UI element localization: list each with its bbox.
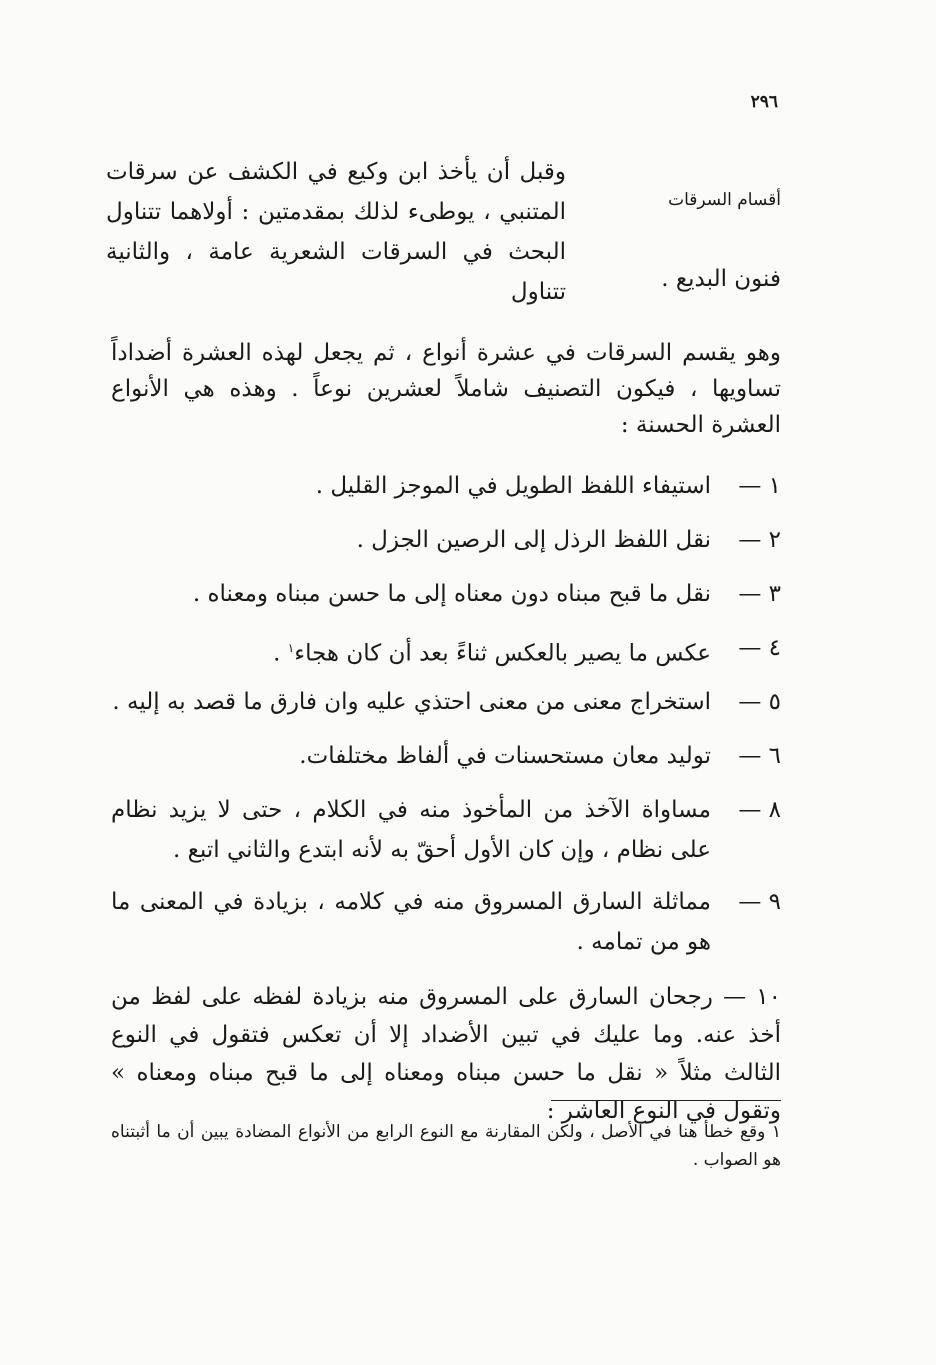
body-paragraph: وهو يقسم السرقات في عشرة أنواع ، ثم يجعل لهذه العشرة أضداداً تساويها ، فيكون التصنيف شاملاً لعشرين نوعاً . وهذه هي الأنواع العشرة الحسنة : — [111, 340, 781, 438]
list-item-punctuation: . — [273, 640, 288, 667]
list-item-text: عكس ما يصير بالعكس ثناءً بعد أن كان هجاء — [294, 640, 711, 667]
list-item-number: ٨ — — [738, 797, 781, 823]
list-item-text: استخراج معنى من معنى احتذي عليه وان فارق ما قصد به إليه . — [112, 689, 711, 715]
list-item — [111, 628, 781, 674]
list-item-text: توليد معان مستحسنات في ألفاظ مختلفات. — [299, 743, 711, 769]
closing-paragraph: ١٠ — رجحان السارق على المسروق منه بزيادة لفظه على لفظ من أخذ عنه. وما عليك في تبين الأضداد إلا أن تعكس فتقول في النوع الثالث مثلاً « نقل ما حسن مبناه ومعناه إلى ما قبح مبناه ومعناه » وتقول في النوع العاشر : — [111, 984, 781, 1124]
list-item — [111, 520, 781, 560]
list-item-text: مماثلة السارق المسروق منه في كلامه ، بزيادة في المعنى ما هو من تمامه . — [111, 889, 711, 955]
list-item-number: ٣ — — [738, 581, 781, 607]
footnote-divider — [551, 1100, 781, 1101]
list-item-text: مساواة الآخذ من المأخوذ منه في الكلام ، حتى لا يزيد نظام على نظام ، وإن كان الأول أحقّ به لأنه ابتدع والثاني اتبع . — [111, 797, 711, 863]
list-item-text: نقل اللفظ الرذل إلى الرصين الجزل . — [356, 527, 711, 553]
margin-note: أقسام السرقات — [668, 190, 781, 210]
list-item — [111, 882, 781, 962]
list-item — [111, 736, 781, 776]
list-item — [111, 574, 781, 614]
footnote: ١ وقع خطأ هنا في الأصل ، ولكن المقارنة مع النوع الرابع من الأنواع المضادة يبين أن ما أثبتناه هو الصواب . — [111, 1122, 781, 1170]
list-item-number: ٥ — — [738, 689, 781, 715]
list-item-text: نقل ما قبح مبناه دون معناه إلى ما حسن مبناه ومعناه . — [192, 581, 711, 607]
list-item-number: ١ — — [738, 473, 781, 499]
footnote-marker: ١ — [287, 641, 295, 655]
list-item-number: ٦ — — [738, 743, 781, 769]
list-item-number: ٩ — — [738, 889, 781, 915]
list-item-text: استيفاء اللفظ الطويل في الموجز القليل . — [315, 473, 711, 499]
list-item — [111, 682, 781, 722]
list-item-number: ٤ — — [738, 635, 781, 661]
intro-paragraph: وقبل أن يأخذ ابن وكيع في الكشف عن سرقات المتنبي ، يوطىء لذلك بمقدمتين : أولاهما تتناول البحث في السرقات الشعرية عامة ، والثانية تتناول — [106, 159, 566, 305]
page-number: ٢٩٦ — [750, 92, 778, 112]
intro-paragraph-end: فنون البديع . — [661, 266, 781, 292]
list-item — [111, 466, 781, 506]
list-item-number: ٢ — — [738, 527, 781, 553]
list-item — [111, 790, 781, 870]
